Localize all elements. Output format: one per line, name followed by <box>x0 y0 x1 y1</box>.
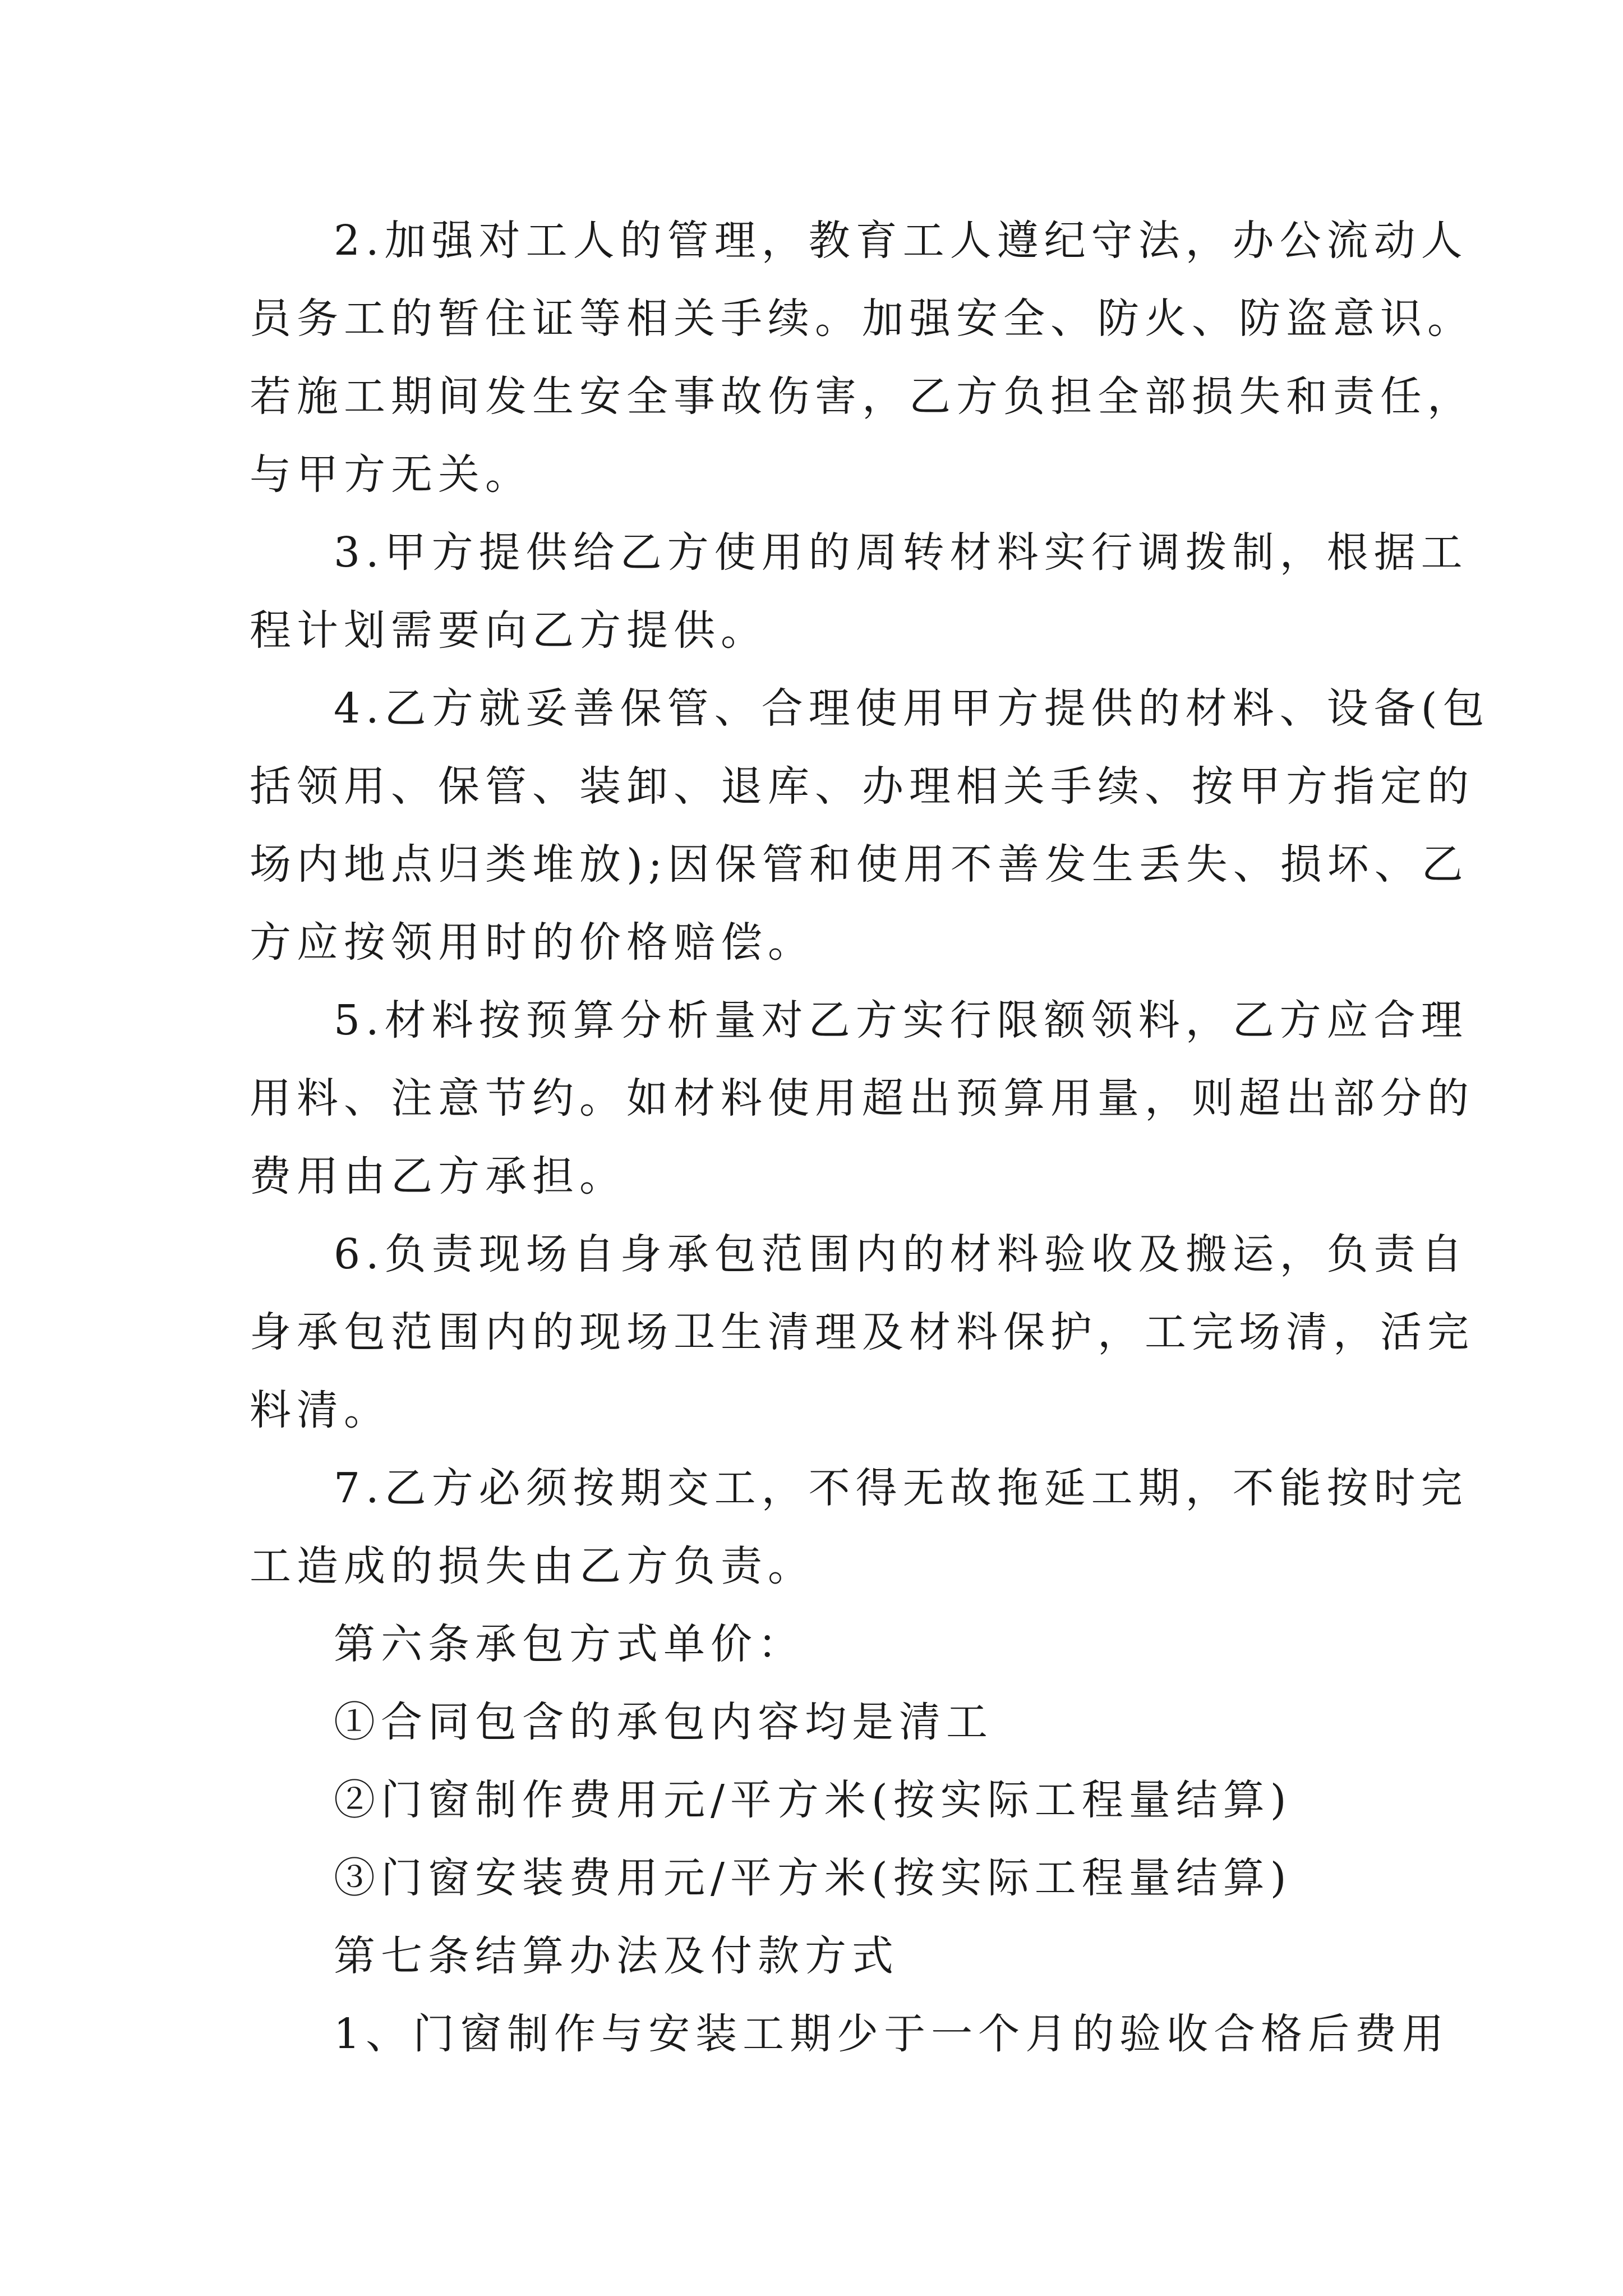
paragraph-line: 5.材料按预算分析量对乙方实行限额领料，乙方应合理 <box>334 996 1468 1045</box>
paragraph-line: 员务工的暂住证等相关手续。加强安全、防火、防盗意识。 <box>250 295 1474 343</box>
paragraph-line: 括领用、保管、装卸、退库、办理相关手续、按甲方指定的 <box>250 762 1474 811</box>
paragraph-line: 1、门窗制作与安装工期少于一个月的验收合格后费用 <box>334 2010 1450 2058</box>
paragraph-line: 场内地点归类堆放);因保管和使用不善发生丢失、损坏、乙 <box>250 840 1469 889</box>
paragraph-line: 2.加强对工人的管理，教育工人遵纪守法，办公流动人 <box>334 217 1468 265</box>
paragraph-line: 7.乙方必须按期交工，不得无故拖延工期，不能按时完 <box>334 1464 1468 1512</box>
paragraph-line: 3.甲方提供给乙方使用的周转材料实行调拨制，根据工 <box>334 528 1468 577</box>
document-body <box>250 202 1490 2073</box>
list-item-line: ①合同包含的承包内容均是清工 <box>334 1698 993 1746</box>
paragraph-line: 若施工期间发生安全事故伤害，乙方负担全部损失和责任， <box>250 372 1474 421</box>
section-heading-line: 第六条承包方式单价： <box>334 1620 805 1668</box>
list-item-line: ②门窗制作费用元/平方米(按实际工程量结算) <box>334 1776 1292 1824</box>
list-item-line: ③门窗安装费用元/平方米(按实际工程量结算) <box>334 1854 1292 1902</box>
paragraph-line: 程计划需要向乙方提供。 <box>250 606 768 655</box>
paragraph-line: 工造成的损失由乙方负责。 <box>250 1542 815 1590</box>
paragraph-line: 方应按领用时的价格赔偿。 <box>250 918 815 967</box>
paragraph-line: 费用由乙方承担。 <box>250 1152 626 1200</box>
paragraph-line: 6.负责现场自身承包范围内的材料验收及搬运，负责自 <box>334 1230 1468 1278</box>
paragraph-line: 4.乙方就妥善保管、合理使用甲方提供的材料、设备(包 <box>334 684 1490 733</box>
paragraph-line: 身承包范围内的现场卫生清理及材料保护，工完场清，活完 <box>250 1308 1474 1356</box>
paragraph-line: 料清。 <box>250 1386 391 1434</box>
paragraph-line: 与甲方无关。 <box>250 450 532 499</box>
section-heading-line: 第七条结算办法及付款方式 <box>334 1932 899 1980</box>
paragraph-line: 用料、注意节约。如材料使用超出预算用量，则超出部分的 <box>250 1074 1474 1122</box>
